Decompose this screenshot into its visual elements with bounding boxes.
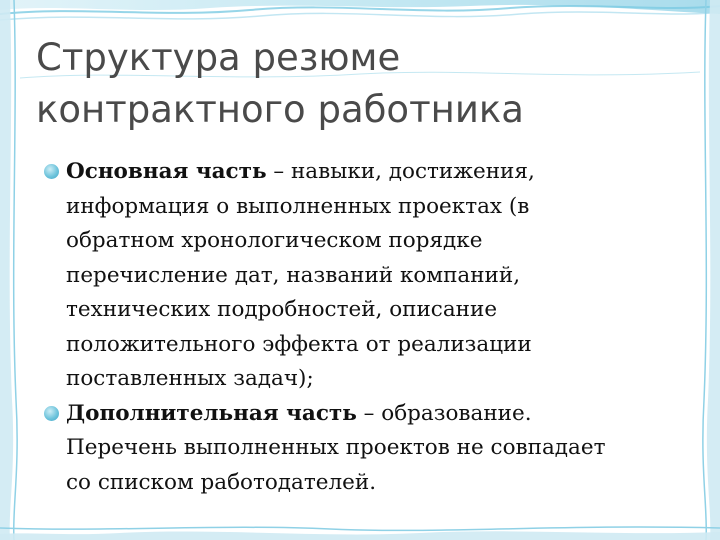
bullet-line: технических подробностей, описание: [66, 297, 498, 322]
bullet-text: [66, 155, 684, 397]
bullet-item-main-part: [44, 155, 684, 397]
bullet-term: Основная часть: [66, 159, 267, 184]
bullet-line: информация о выполненных проектах (в: [66, 193, 530, 219]
slide-title-line-2: контрактного работника: [36, 88, 524, 131]
bullet-line: со списком работодателей.: [66, 469, 377, 495]
slide-title-line-1: Структура резюме: [36, 36, 401, 79]
bullet-text: [66, 397, 684, 501]
bullet-line: поставленных задач);: [66, 366, 314, 391]
bullet-line-text: – образование.: [356, 400, 532, 426]
slide-title: [36, 32, 676, 136]
bullet-term: Дополнительная часть: [66, 400, 357, 426]
bullet-item-additional-part: [44, 397, 684, 501]
bullet-line: [66, 155, 684, 190]
bullet-line: обратном хронологическом порядке: [66, 228, 483, 253]
bullet-line: положительного эффекта от реализации: [66, 331, 532, 357]
bullet-circle-icon: [44, 164, 59, 179]
bullet-line: [66, 397, 684, 432]
bullet-line-text: – навыки, достижения,: [266, 159, 535, 184]
bullet-line: Перечень выполненных проектов не совпадает: [66, 435, 606, 460]
slide-body: [44, 155, 684, 500]
bullet-line: перечисление дат, названий компаний,: [66, 262, 521, 288]
bullet-circle-icon: [44, 406, 59, 421]
